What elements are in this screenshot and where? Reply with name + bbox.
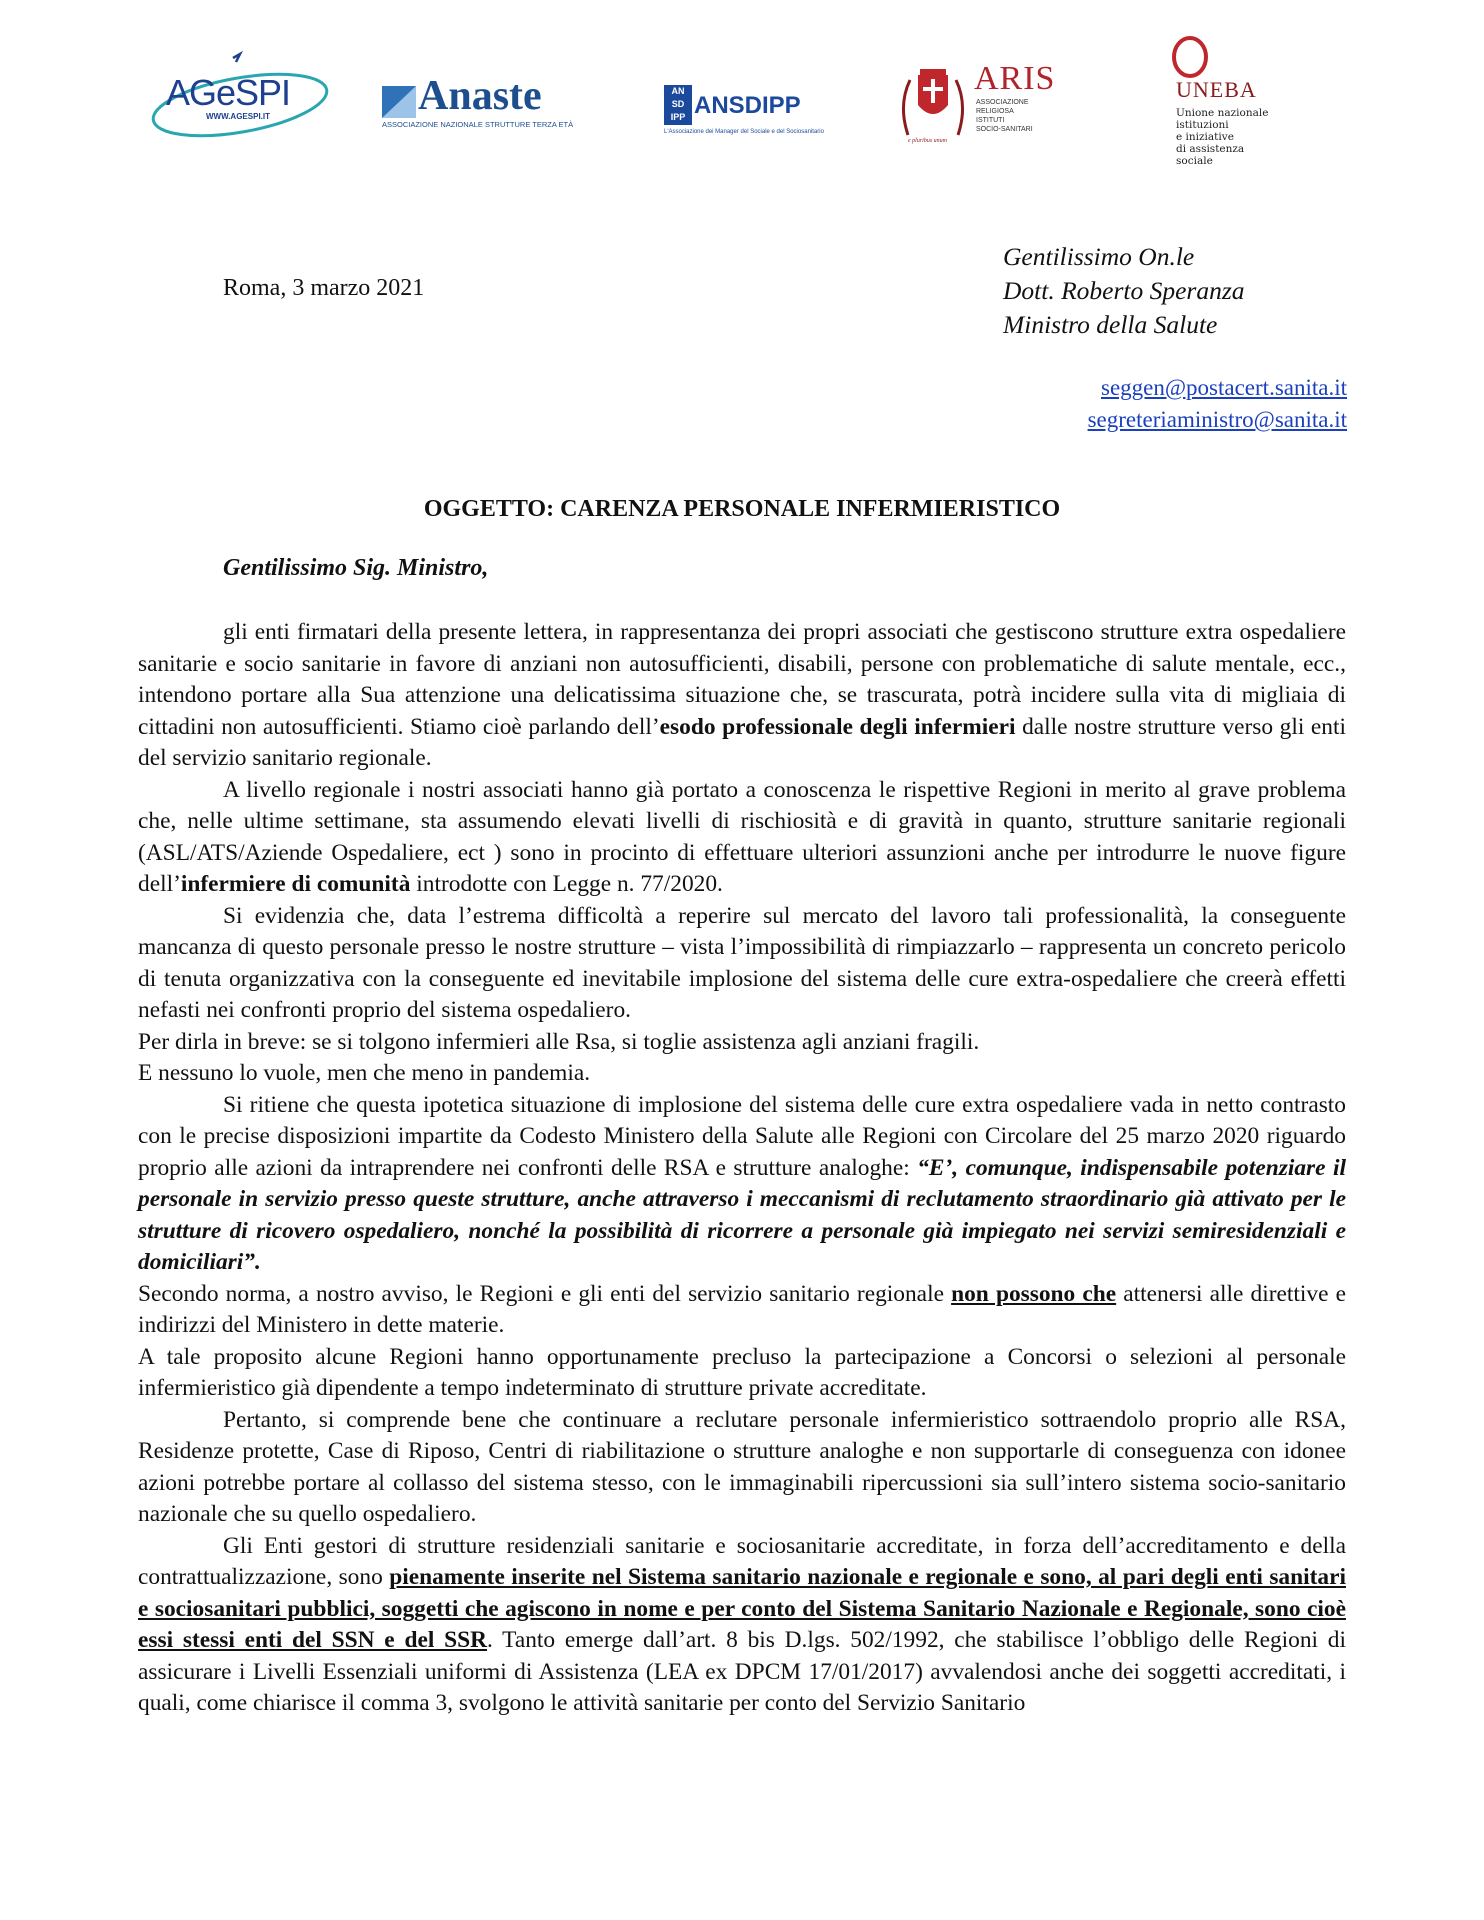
uneba-name: UNEBA — [1176, 77, 1257, 102]
paragraph-2: A livello regionale i nostri associati hanno già portato a conoscenza le rispettive Regioni in merito al grave problema che, nelle ultime settimane, sta assumendo elevati livelli di rischiosità e di gravità in quanto, strutture sanitarie regionali (ASL/ATS/Aziende Ospedaliere, ect ) sono in procinto di effettuare ulteriori assunzioni anche per introdurre le nuove figure dell’infermiere di comunità introdotte con Legge n. 77/2020. — [138, 776, 1346, 897]
uneba-line1: Unione nazionale — [1176, 107, 1269, 119]
aris-logo — [898, 60, 1088, 150]
uneba-line2: istituzioni — [1176, 119, 1229, 131]
place-date: Roma, 3 marzo 2021 — [223, 275, 425, 301]
ansdipp-logo — [664, 85, 854, 145]
recipient-name: Dott. Roberto Speranza — [1003, 276, 1245, 305]
paragraph-6: Si ritiene che questa ipotetica situazione di implosione del sistema delle cure extra ospedaliere vada in netto contrasto con le precise disposizioni impartite da Codesto Ministero della Salute alle Regioni con Circolare del 25 marzo 2020 riguardo proprio alle azioni da intraprendere nei confronti delle RSA e strutture analoghe: “E’, comunque, indispensabile potenziare il personale in servizio presso queste strutture, anche attraverso i meccanismi di reclutamento straordinario già attivato per le strutture di ricovero ospedaliero, nonché la possibilità di ricorrere a personale già impiegato nei servizi semiresidenziali e domiciliari”. — [138, 1091, 1346, 1275]
letter-body — [138, 617, 1346, 1720]
paragraph-9: Pertanto, si comprende bene che continuare a reclutare personale infermieristico sottraendolo proprio alle RSA, Residenze protette, Case di Riposo, Centri di riabilitazione o strutture analoghe e non supportarle di conseguenza con idonee azioni potrebbe portare al collasso del sistema stesso, con le immaginabili ripercussioni sia sull’intero sistema socio-sanitario nazionale che su quello ospedaliero. — [138, 1406, 1346, 1527]
recipient-title: Ministro della Salute — [1003, 310, 1218, 339]
paragraph-7: Secondo norma, a nostro avviso, le Regioni e gli enti del servizio sanitario regionale non possono che attenersi alle direttive e indirizzi del Ministero in dette materie. — [138, 1280, 1347, 1338]
paragraph-8: A tale proposito alcune Regioni hanno opportunamente precluso la partecipazione a Concorsi o selezioni al personale infermieristico già dipendente a tempo indeterminato di strutture private accreditate. — [138, 1343, 1346, 1401]
uneba-line4: di assistenza — [1176, 143, 1245, 155]
anaste-building-icon — [380, 80, 420, 120]
aris-shield-icon — [898, 65, 968, 145]
email-block — [1088, 372, 1347, 436]
agespi-name: AGeSPI — [166, 72, 291, 113]
paragraph-4: Per dirla in breve: se si tolgono infermieri alle Rsa, si toglie assistenza agli anziani fragili. — [138, 1028, 980, 1055]
paragraph-10: Gli Enti gestori di strutture residenziali sanitarie e sociosanitarie accreditate, in forza dell’accreditamento e della contrattualizzazione, sono pienamente inserite nel Sistema sanitario nazionale e regionale e sono, al pari degli enti sanitari e sociosanitari pubblici, soggetti che agiscono in nome e per conto del Sistema Sanitario Nazionale e Regionale, sono cioè essi stessi enti del SSN e del SSR. Tanto emerge dall’art. 8 bis D.lgs. 502/1992, che stabilisce l’obbligo delle Regioni di assicurare i Livelli Essenziali uniformi di Assistenza (LEA ex DPCM 17/01/2017) avvalendosi anche dei soggetti accreditati, i quali, come chiarisce il comma 3, svolgono le attività sanitarie per conto del Servizio Sanitario — [138, 1532, 1346, 1716]
circular-quote: “E’, comunque, indispensabile potenziare il personale in servizio presso queste strutture, anche attraverso i meccanismi di reclutamento straordinario già attivato per le strutture di ricovero ospedaliero, nonché la possibilità di ricorrere a personale già impiegato nei servizi semiresidenziali e domiciliari”. — [138, 1154, 1346, 1275]
anaste-tagline: ASSOCIAZIONE NAZIONALE STRUTTURE TERZA ETÀ — [382, 120, 574, 129]
paragraph-3: Si evidenzia che, data l’estrema difficoltà a reperire sul mercato del lavoro tali professionalità, la conseguente mancanza di questo personale presso le nostre strutture – vista l’impossibilità di rimpiazzarlo – rappresenta un concreto pericolo di tenuta organizzativa con la conseguente ed inevitabile implosione del sistema delle cure extra-ospedaliere che creerà effetti nefasti nei confronti proprio del sistema ospedaliero. — [138, 902, 1346, 1023]
aris-line2: RELIGIOSA — [976, 108, 1014, 115]
aris-name: ARIS — [974, 60, 1056, 97]
ansdipp-tagline: L'Associazione dei Manager del Sociale e del Sociosanitario — [664, 129, 824, 135]
aris-line4: SOCIO-SANITARI — [976, 126, 1033, 133]
ansdipp-mark: AN SD IPP — [664, 85, 692, 125]
uneba-line3: e iniziative — [1176, 131, 1234, 143]
email-link-segreteria[interactable]: segreteriaministro@sanita.it — [1087, 407, 1347, 432]
aris-motto: e pluribus unum — [908, 138, 947, 144]
aris-line1: ASSOCIAZIONE — [976, 99, 1029, 106]
agespi-logo — [148, 50, 334, 140]
subject-heading: OGGETTO: CARENZA PERSONALE INFERMIERISTICO — [423, 496, 1061, 522]
agespi-url: WWW.AGESPI.IT — [206, 112, 270, 121]
recipient-greeting: Gentilissimo On.le — [1003, 242, 1195, 271]
email-link-seggen[interactable]: seggen@postacert.sanita.it — [1101, 375, 1347, 400]
paragraph-1: gli enti firmatari della presente lettera, in rappresentanza dei propri associati che gestiscono strutture extra ospedaliere sanitarie e socio sanitarie in favore di anziani non autosufficienti, disabili, persone con problematiche di salute mentale, ecc., intendono portare alla Sua attenzione una delicatissima situazione che, se trascurata, potrà incidere sulla vita di migliaia di cittadini non autosufficienti. Stiamo cioè parlando dell’esodo professionale degli infermieri dalle nostre strutture verso gli enti del servizio sanitario regionale. — [138, 619, 1346, 771]
uneba-logo — [1170, 35, 1320, 175]
salutation: Gentilissimo Sig. Ministro, — [223, 555, 489, 581]
anaste-name: Anaste — [418, 73, 542, 119]
uneba-line5: sociale — [1176, 155, 1213, 167]
recipient-block — [1003, 240, 1245, 342]
ansdipp-name: ANSDIPP — [694, 92, 801, 119]
aris-line3: ISTITUTI — [976, 117, 1005, 124]
anaste-logo — [380, 72, 580, 132]
paragraph-5: E nessuno lo vuole, men che meno in pandemia. — [138, 1060, 591, 1086]
